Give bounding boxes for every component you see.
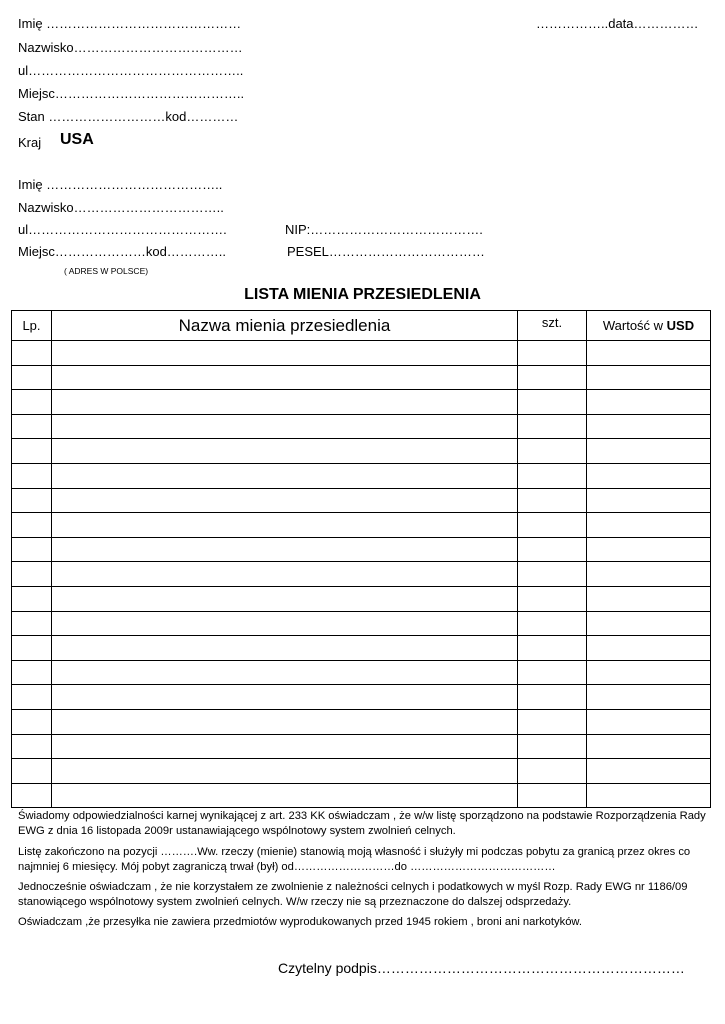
qty-cell[interactable] xyxy=(518,562,587,587)
table-row xyxy=(12,488,711,513)
date-field[interactable]: ……………..data…………… xyxy=(536,16,699,31)
value-cell[interactable] xyxy=(587,660,711,685)
name-cell[interactable] xyxy=(52,709,518,734)
value-cell[interactable] xyxy=(587,414,711,439)
qty-cell[interactable] xyxy=(518,537,587,562)
qty-cell[interactable] xyxy=(518,341,587,366)
declaration-paragraph-4: Oświadczam ,że przesyłka nie zawiera przedmiotów wyprodukowanych przed 1945 rokiem , broni ani narkotyków. xyxy=(18,916,582,928)
table-row xyxy=(12,414,711,439)
col-value-header xyxy=(587,311,711,341)
table-row xyxy=(12,759,711,784)
qty-cell[interactable] xyxy=(518,709,587,734)
qty-cell[interactable] xyxy=(518,636,587,661)
table-row xyxy=(12,586,711,611)
sender-street-field[interactable]: ul………………………………………….. xyxy=(18,63,244,78)
table-row xyxy=(12,611,711,636)
value-cell[interactable] xyxy=(587,685,711,710)
name-cell[interactable] xyxy=(52,341,518,366)
name-cell[interactable] xyxy=(52,390,518,415)
qty-cell[interactable] xyxy=(518,414,587,439)
qty-cell[interactable] xyxy=(518,463,587,488)
recipient-city-zip-field[interactable]: Miejsc…………………kod………….. xyxy=(18,244,227,259)
qty-cell[interactable] xyxy=(518,365,587,390)
qty-cell[interactable] xyxy=(518,660,587,685)
declaration-paragraph-3: Jednocześnie oświadczam , że nie korzystałem ze zwolnienie z należności celnych i podatkowych w myśl Rozp. Rady EWG nr 1186/09 stanowiącego wspólnotowy system zwolnień celnych. W/w rzeczy nie są przeznaczone do dalszej odsprzedaży. xyxy=(18,881,688,908)
recipient-name-field[interactable]: Imię ………………………………….. xyxy=(18,177,223,192)
qty-cell[interactable] xyxy=(518,390,587,415)
qty-cell[interactable] xyxy=(518,488,587,513)
name-cell[interactable] xyxy=(52,513,518,538)
value-cell[interactable] xyxy=(587,783,711,808)
qty-cell[interactable] xyxy=(518,513,587,538)
value-cell[interactable] xyxy=(587,734,711,759)
qty-cell[interactable] xyxy=(518,685,587,710)
qty-cell[interactable] xyxy=(518,759,587,784)
value-cell[interactable] xyxy=(587,365,711,390)
address-note: ( ADRES W POLSCE) xyxy=(64,266,149,276)
name-cell[interactable] xyxy=(52,586,518,611)
signature-field[interactable]: Czytelny podpis………………………………………………………… xyxy=(278,960,685,976)
lp-cell[interactable] xyxy=(12,341,52,366)
value-cell[interactable] xyxy=(587,562,711,587)
lp-cell[interactable] xyxy=(12,685,52,710)
name-cell[interactable] xyxy=(52,488,518,513)
table-row xyxy=(12,636,711,661)
lp-cell[interactable] xyxy=(12,513,52,538)
table-row xyxy=(12,660,711,685)
recipient-street-field[interactable]: ul………………………………………. xyxy=(18,222,227,237)
name-cell[interactable] xyxy=(52,685,518,710)
table-row xyxy=(12,365,711,390)
table-row xyxy=(12,734,711,759)
table-row xyxy=(12,341,711,366)
name-cell[interactable] xyxy=(52,562,518,587)
sender-surname-field[interactable]: Nazwisko………………………………… xyxy=(18,40,243,55)
pesel-field[interactable]: PESEL……………………………… xyxy=(287,244,485,259)
value-cell[interactable] xyxy=(587,341,711,366)
sender-name-field[interactable]: Imię ……………………………………… xyxy=(18,16,242,31)
name-cell[interactable] xyxy=(52,759,518,784)
name-cell[interactable] xyxy=(52,439,518,464)
lp-cell[interactable] xyxy=(12,537,52,562)
name-cell[interactable] xyxy=(52,611,518,636)
table-row xyxy=(12,562,711,587)
table-row xyxy=(12,537,711,562)
name-cell[interactable] xyxy=(52,734,518,759)
value-cell[interactable] xyxy=(587,488,711,513)
name-cell[interactable] xyxy=(52,783,518,808)
col-value-currency: USD xyxy=(666,318,695,333)
lp-cell[interactable] xyxy=(12,365,52,390)
lp-cell[interactable] xyxy=(12,734,52,759)
qty-cell[interactable] xyxy=(518,586,587,611)
value-cell[interactable] xyxy=(587,439,711,464)
col-lp-header: Lp. xyxy=(12,311,52,341)
lp-cell[interactable] xyxy=(12,660,52,685)
lp-cell[interactable] xyxy=(12,390,52,415)
value-cell[interactable] xyxy=(587,636,711,661)
lp-cell[interactable] xyxy=(12,759,52,784)
table-row xyxy=(12,685,711,710)
value-cell[interactable] xyxy=(587,611,711,636)
table-row xyxy=(12,463,711,488)
declaration-paragraph-1: Świadomy odpowiedzialności karnej wynikającej z art. 233 KK oświadczam , że w/w listę sporządzono na podstawie Rozporządzenia Rady EWG z dnia 16 listopada 2009r ustanawiającego wspólnotowy system zwolnień celnych. xyxy=(18,810,706,837)
name-cell[interactable] xyxy=(52,636,518,661)
lp-cell[interactable] xyxy=(12,463,52,488)
lp-cell[interactable] xyxy=(12,636,52,661)
value-cell[interactable] xyxy=(587,513,711,538)
col-name-header: Nazwa mienia przesiedlenia xyxy=(52,311,518,341)
col-qty-header: szt. xyxy=(518,311,587,341)
lp-cell[interactable] xyxy=(12,562,52,587)
name-cell[interactable] xyxy=(52,463,518,488)
table-header-row xyxy=(12,311,711,341)
value-cell[interactable] xyxy=(587,390,711,415)
value-cell[interactable] xyxy=(587,709,711,734)
value-cell[interactable] xyxy=(587,586,711,611)
sender-country-value: USA xyxy=(60,131,94,148)
lp-cell[interactable] xyxy=(12,586,52,611)
qty-cell[interactable] xyxy=(518,734,587,759)
table-row xyxy=(12,439,711,464)
sender-city-field[interactable]: Miejsc…………………………………….. xyxy=(18,86,245,101)
name-cell[interactable] xyxy=(52,537,518,562)
declaration-paragraph-2: Listę zakończono na pozycji ……….Ww. rzeczy (mienie) stanowią moją własność i służyły mi podczas pobytu za granicą przez okres co najmniej 6 miesięcy. Mój pobyt zagraniczą trwał (był) od………………………do ………………………………… xyxy=(18,846,691,873)
qty-cell[interactable] xyxy=(518,783,587,808)
qty-cell[interactable] xyxy=(518,439,587,464)
lp-cell[interactable] xyxy=(12,439,52,464)
lp-cell[interactable] xyxy=(12,611,52,636)
name-cell[interactable] xyxy=(52,660,518,685)
lp-cell[interactable] xyxy=(12,488,52,513)
recipient-surname-field[interactable]: Nazwisko…………………………….. xyxy=(18,200,224,215)
value-cell[interactable] xyxy=(587,463,711,488)
nip-field[interactable]: NIP:…………………………………. xyxy=(285,222,483,237)
lp-cell[interactable] xyxy=(12,414,52,439)
name-cell[interactable] xyxy=(52,365,518,390)
qty-cell[interactable] xyxy=(518,611,587,636)
items-table xyxy=(11,310,711,808)
table-row xyxy=(12,390,711,415)
sender-country-label: Kraj xyxy=(18,135,42,150)
lp-cell[interactable] xyxy=(12,783,52,808)
table-row xyxy=(12,709,711,734)
value-cell[interactable] xyxy=(587,759,711,784)
page-title: LISTA MIENIA PRZESIEDLENIA xyxy=(244,286,481,303)
sender-state-zip-field[interactable]: Stan ………………………kod………… xyxy=(18,109,239,124)
lp-cell[interactable] xyxy=(12,709,52,734)
table-row xyxy=(12,783,711,808)
table-row xyxy=(12,513,711,538)
col-value-prefix: Wartość w xyxy=(602,318,667,333)
name-cell[interactable] xyxy=(52,414,518,439)
value-cell[interactable] xyxy=(587,537,711,562)
